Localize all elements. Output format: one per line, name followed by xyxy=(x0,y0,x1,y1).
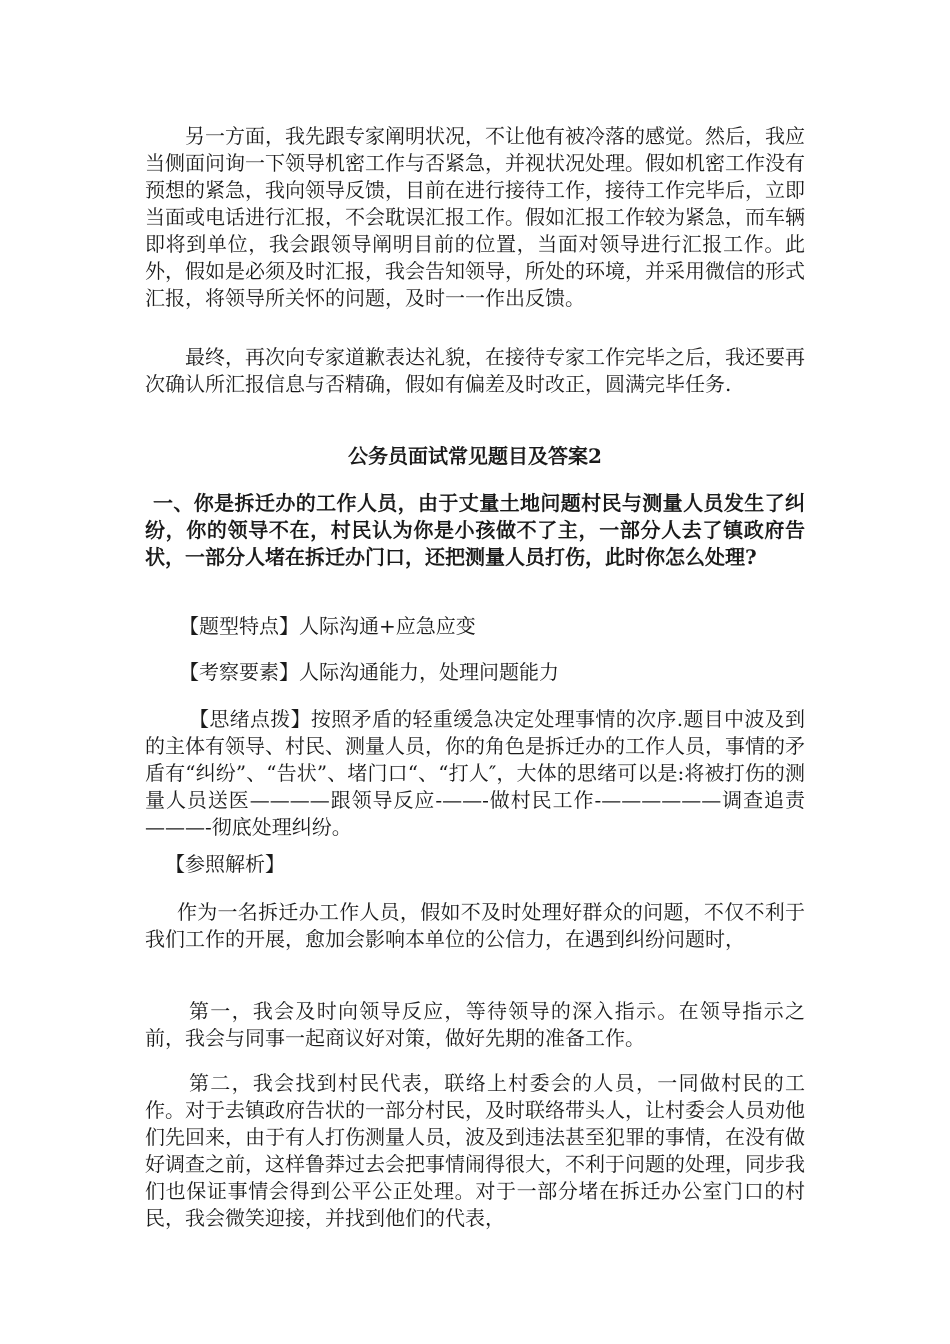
reference-analysis-label: 【参照解析】 xyxy=(165,852,285,876)
paragraph-4: 第一，我会及时向领导反应，等待领导的深入指示。在领导指示之前，我会与同事一起商议好对策，做好先期的准备工作。 xyxy=(145,999,805,1050)
thinking-hint-paragraph: 【思绪点拨】按照矛盾的轻重缓急决定处理事情的次序.题目中波及到的主体有领导、村民、测量人员，你的角色是拆迁办的工作人员，事情的矛盾有“纠纷”、“告状”、堵门口“、“打人″，大体的思绪可以是:将被打伤的测量人员送医————跟领导反应-——-做村民工作-——————调查追责———-彻底处理纠纷。 xyxy=(145,707,805,839)
assessment-focus-label: 【考察要素】人际沟通能力，处理问题能力 xyxy=(179,660,559,684)
question-text: 一、你是拆迁办的工作人员，由于丈量土地问题村民与测量人员发生了纠纷，你的领导不在，村民认为你是小孩做不了主，一部分人去了镇政府告状，一部分人堵在拆迁办门口，还把测量人员打伤，此时你怎么处理? xyxy=(145,491,805,569)
question-type-label: 【题型特点】人际沟通+应急应变 xyxy=(179,614,476,638)
paragraph-2: 最终，再次向专家道歉表达礼貌，在接待专家工作完毕之后，我还要再次确认所汇报信息与否精确，假如有偏差及时改正，圆满完毕任务. xyxy=(145,345,805,396)
paragraph-1: 另一方面，我先跟专家阐明状况，不让他有被冷落的感觉。然后，我应当侧面问询一下领导机密工作与否紧急，并视状况处理。假如机密工作没有预想的紧急，我向领导反馈，目前在进行接待工作，接待工作完毕后，立即当面或电话进行汇报，不会耽误汇报工作。假如汇报工作较为紧急，而车辆即将到单位，我会跟领导阐明目前的位置，当面对领导进行汇报工作。此外，假如是必须及时汇报，我会告知领导，所处的环境，并采用微信的形式汇报，将领导所关怀的问题，及时一一作出反馈。 xyxy=(145,124,805,310)
section-heading: 公务员面试常见题目及答案2 xyxy=(348,444,602,468)
paragraph-5: 第二，我会找到村民代表，联络上村委会的人员，一同做村民的工作。对于去镇政府告状的一部分村民，及时联络带头人，让村委会人员劝他们先回来，由于有人打伤测量人员，波及到违法甚至犯罪的事情，在没有做好调查之前，这样鲁莽过去会把事情闹得很大，不利于问题的处理，同步我们也保证事情会得到公平公正处理。对于一部分堵在拆迁办公室门口的村民，我会微笑迎接，并找到他们的代表， xyxy=(145,1071,805,1230)
paragraph-3: 作为一名拆迁办工作人员，假如不及时处理好群众的问题，不仅不利于我们工作的开展，愈加会影响本单位的公信力，在遇到纠纷问题时， xyxy=(145,900,805,951)
